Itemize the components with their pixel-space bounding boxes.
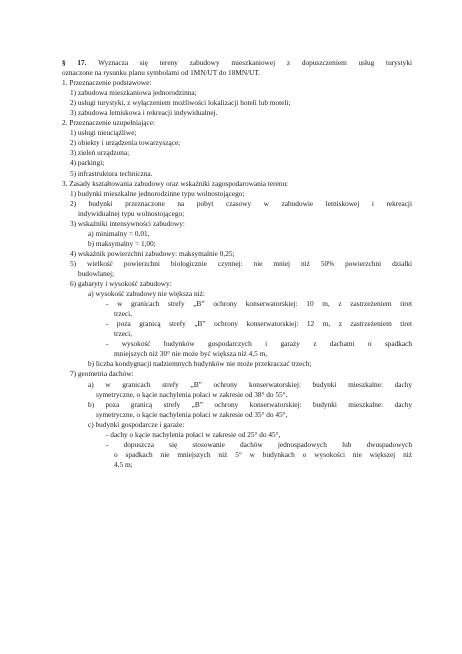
- point-3-item-6a-dash-3-line-2: mniejszych niż 30° nie może być większa niż 4,5 m,: [114, 349, 268, 359]
- section-intro-text: Wyznacza się tereny zabudowy mieszkaniowej z dopuszczeniem usług turystyki: [98, 58, 413, 67]
- point-3-item-6a-dash-1-line-2: trzeci,: [114, 309, 133, 319]
- point-3-item-7c: c) budynki gospodarcze i garaże:: [88, 419, 185, 429]
- point-3-item-2-line-2: indywidualnej typu wolnostojącego;: [78, 208, 185, 218]
- point-2-item-4: 4) parkingi;: [70, 158, 105, 168]
- point-3-item-1: 1) budynki mieszkalne jednorodzinne typu wolnostojącego;: [70, 188, 245, 198]
- point-3-item-7: 7) geometria dachów:: [70, 369, 134, 379]
- point-3-item-3a: a) minimalny = 0,01,: [88, 228, 150, 238]
- point-3-item-6a-dash-2-line-1: - poza granicą strefy „B” ochrony konserwatorskiej: 12 m, z zastrzeżeniem tiret: [106, 319, 412, 329]
- point-1-item-3: 3) zabudowa letniskowa i rekreacji indywidualnej.: [70, 108, 218, 118]
- point-2-item-5: 5) infrastruktura techniczna.: [70, 168, 153, 178]
- point-3-item-7c-dash-2-line-3: 4,5 m;: [114, 459, 133, 469]
- point-2-item-1: 1) usługi nieuciążliwe;: [70, 128, 137, 138]
- point-3-item-4: 4) wskaźnik powierzchni zabudowy: maksymalnie 0,25;: [70, 248, 235, 258]
- section-intro-line-2: oznaczone na rysunku planu symbolami od 1MN/UT do 18MN/UT.: [62, 68, 261, 78]
- point-2-heading: 2. Przeznaczenie uzupełniające:: [62, 118, 155, 128]
- point-3-item-3: 3) wskaźniki intensywności zabudowy:: [70, 218, 185, 228]
- point-3-item-6b: b) liczba kondygnacji nadziemnych budynków nie może przekraczać trzech;: [88, 359, 312, 369]
- point-3-item-5-line-2: budowlanej;: [78, 268, 115, 278]
- point-3-item-6a: a) wysokość zabudowy nie większa niż:: [88, 289, 205, 299]
- point-1-item-1: 1) zabudowa mieszkaniowa jednorodzinna;: [70, 88, 197, 98]
- section-intro-line-1: [62, 58, 412, 68]
- point-3-item-6a-dash-3-line-1: - wysokość budynków gospodarczych i garaży z dachami o spadkach: [106, 339, 412, 349]
- point-3-heading: 3. Zasady kształtowania zabudowy oraz wskaźniki zagospodarowania terenu:: [62, 178, 289, 188]
- point-3-item-7c-dash-1: - dachy o kącie nachylenia połaci w zakresie od 25° do 45°,: [106, 429, 281, 439]
- point-3-item-7c-dash-2-line-2: o spadkach nie mniejszych niż 5° w budynkach o wysokości nie większej niż: [114, 449, 412, 459]
- point-3-item-7b-line-2: symetryczne, o kącie nachylenia połaci w zakresie od 35° do 45°,: [96, 409, 288, 419]
- point-3-item-3b: b) maksymalny = 1,00;: [88, 238, 156, 248]
- point-3-item-5-line-1: 5) wielkość powierzchni biologicznie czynnej: nie mniej niż 50% powierzchni działki: [70, 258, 412, 268]
- point-3-item-6: 6) gabaryty i wysokość zabudowy:: [70, 279, 172, 289]
- section-mark: § 17.: [62, 58, 87, 67]
- point-1-item-2: 2) usługi turystyki, z wyłączeniem możliwości lokalizacji hoteli lub moteli;: [70, 98, 291, 108]
- point-3-item-6a-dash-1-line-1: - w granicach strefy „B” ochrony konserwatorskiej: 10 m, z zastrzeżeniem tiret: [106, 299, 412, 309]
- point-1-heading: 1. Przeznaczenie podstawowe:: [62, 78, 152, 88]
- point-3-item-6a-dash-2-line-2: trzeci,: [114, 329, 133, 339]
- point-3-item-7b-line-1: b) poza granicą strefy „B” ochrony konserwatorskiej: budynki mieszkalne: dachy: [88, 399, 412, 409]
- point-2-item-3: 3) zieleń urządzona;: [70, 148, 130, 158]
- point-3-item-7a-line-1: a) w granicach strefy „B” ochrony konserwatorskiej: budynki mieszkalne: dachy: [88, 379, 412, 389]
- point-3-item-7c-dash-2-line-1: - dopuszcza się stosowanie dachów jednospadowych lub dwuspadowych: [106, 439, 412, 449]
- point-3-item-2-line-1: 2) budynki przeznaczone na pobyt czasowy w zabudowie letniskowej i rekreacji: [70, 198, 412, 208]
- point-3-item-7a-line-2: symetryczne, o kącie nachylenia połaci w zakresie od 38° do 55°,: [96, 389, 288, 399]
- point-2-item-2: 2) obiekty i urządzenia towarzyszące;: [70, 138, 181, 148]
